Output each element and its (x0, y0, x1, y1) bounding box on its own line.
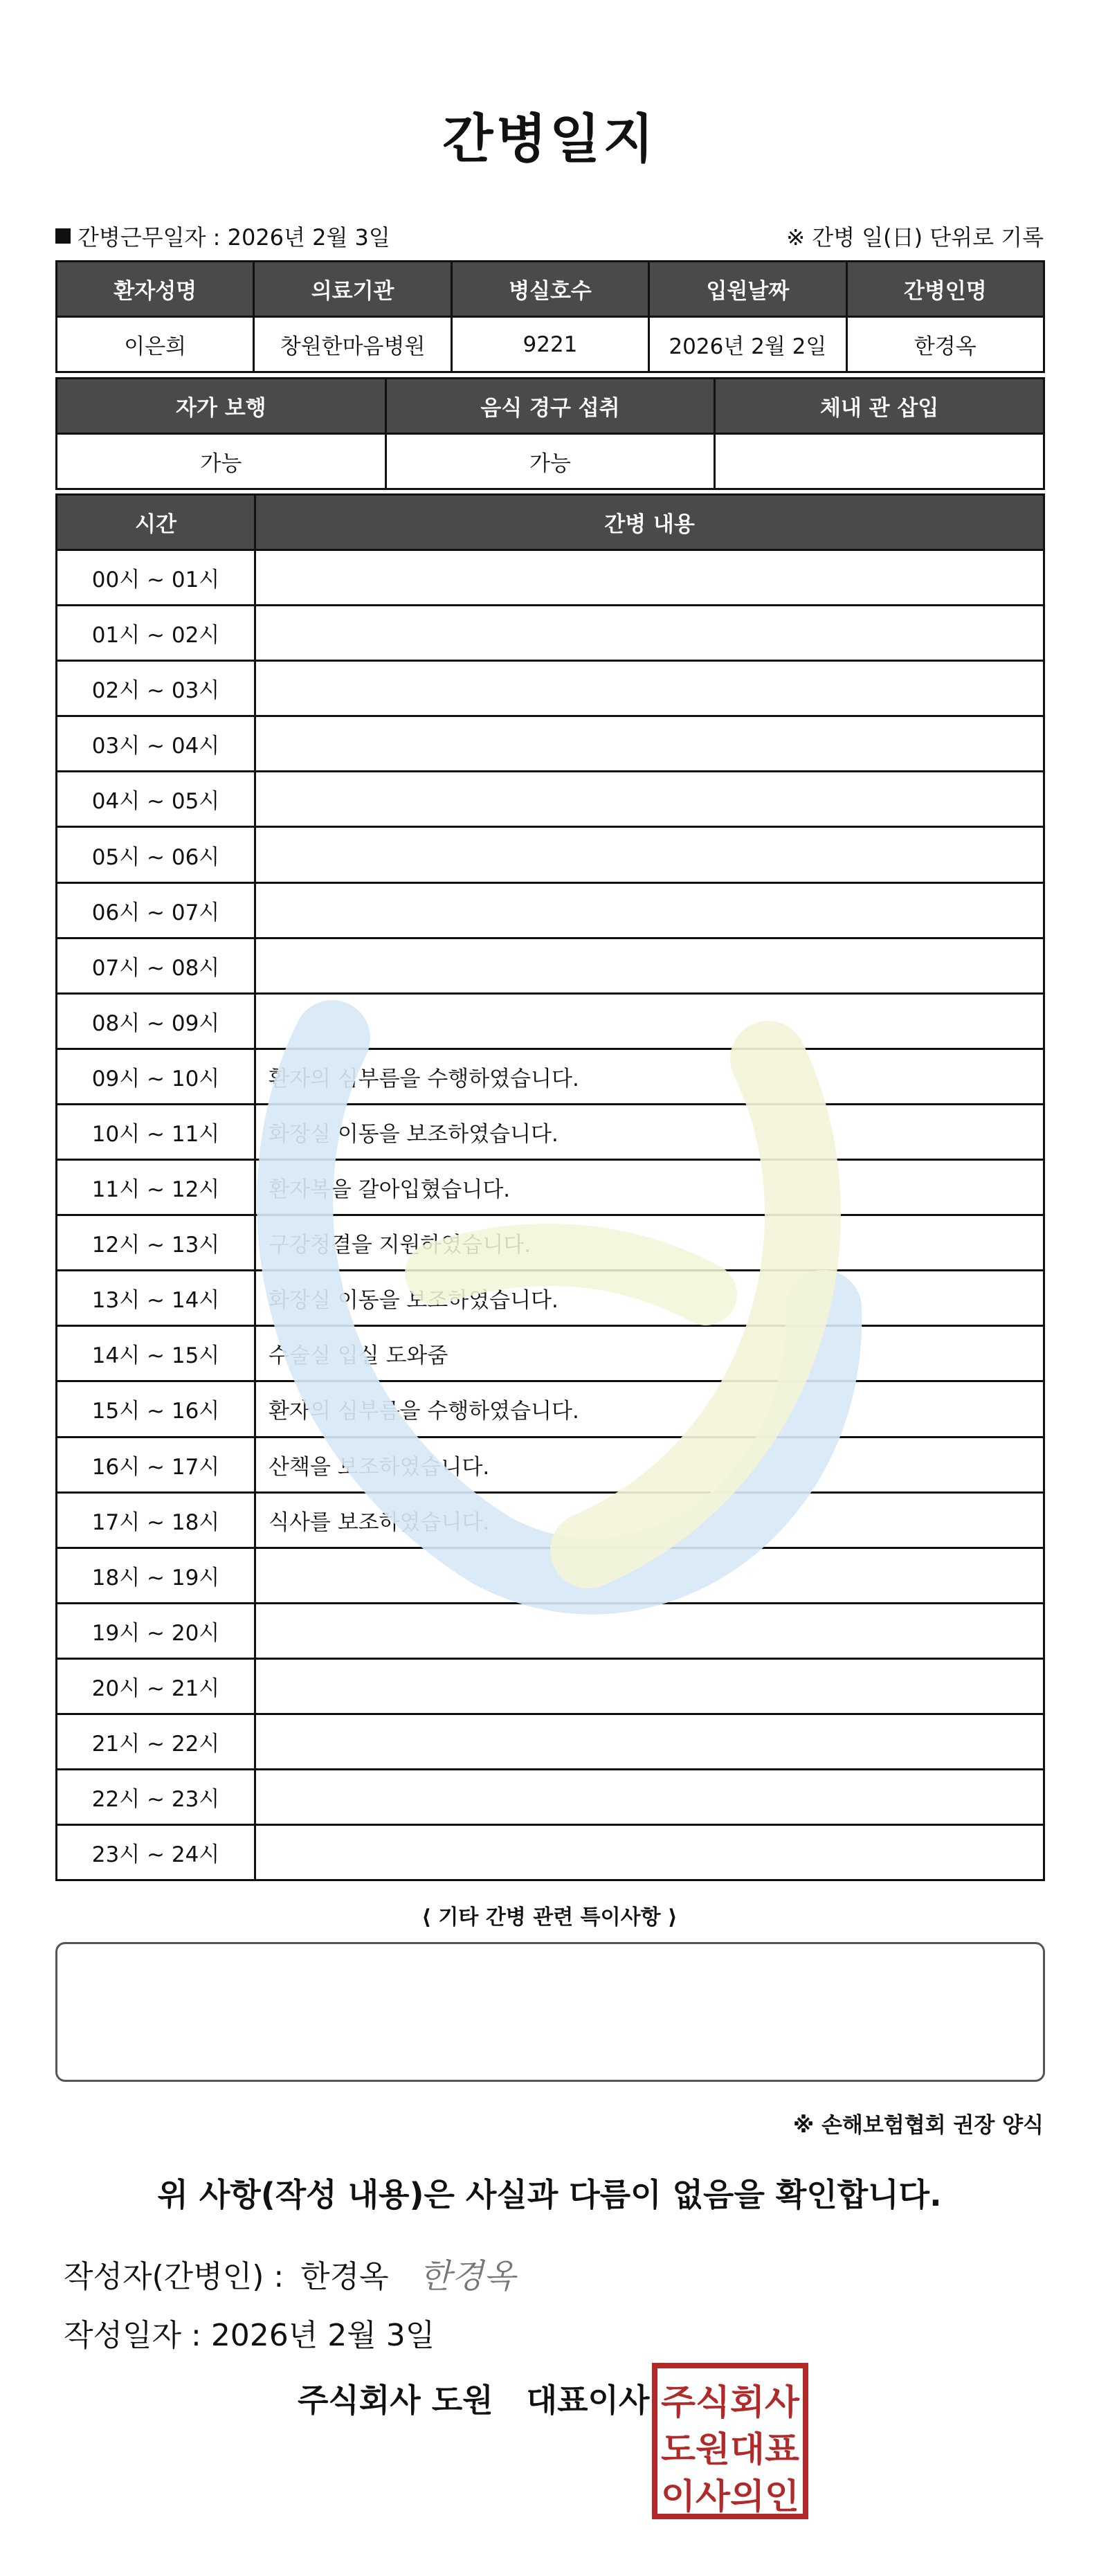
header-admission-date: 입원날짜 (649, 262, 846, 317)
care-log-content (255, 772, 1044, 827)
care-log-time: 05시 ~ 06시 (57, 827, 255, 882)
writer-line (64, 2249, 516, 2297)
tube-insertion-value (715, 434, 1044, 489)
writer-signature: 한경옥 (419, 2257, 516, 2296)
care-log-row (57, 1215, 1044, 1271)
care-log-row (57, 1271, 1044, 1326)
care-log-row (57, 1658, 1044, 1714)
care-log-content: 수술실 입실 도와줌 (255, 1326, 1044, 1381)
written-date: 작성일자 : 2026년 2월 3일 (64, 2318, 435, 2353)
care-log-time: 22시 ~ 23시 (57, 1770, 255, 1825)
svg-text:주식회사: 주식회사 (661, 2382, 800, 2422)
care-log-row (57, 550, 1044, 606)
care-log-time: 07시 ~ 08시 (57, 938, 255, 993)
care-log-row (57, 993, 1044, 1049)
care-log-time: 12시 ~ 13시 (57, 1215, 255, 1271)
caregiver-name: 한경옥 (846, 317, 1044, 372)
care-log-time: 09시 ~ 10시 (57, 1049, 255, 1104)
header-caregiver: 간병인명 (846, 262, 1044, 317)
care-log-content (255, 1714, 1044, 1769)
care-log-content (255, 716, 1044, 772)
svg-text:이사의인: 이사의인 (661, 2476, 799, 2516)
header-tube-insertion: 체내 관 삽입 (715, 379, 1044, 434)
patient-info-value-row (57, 317, 1044, 372)
care-log-content (255, 1658, 1044, 1714)
patient-info-header-row (57, 262, 1044, 317)
care-log-time: 13시 ~ 14시 (57, 1271, 255, 1326)
care-log-content (255, 938, 1044, 993)
hospital-name: 창원한마음병원 (254, 317, 451, 372)
care-log-time: 11시 ~ 12시 (57, 1160, 255, 1215)
care-log-row (57, 1770, 1044, 1825)
notes-box (55, 1942, 1045, 2082)
care-log-row (57, 1437, 1044, 1492)
care-log-row (57, 772, 1044, 827)
care-log-row (57, 1714, 1044, 1769)
care-log-content (255, 827, 1044, 882)
care-log-time: 08시 ~ 09시 (57, 993, 255, 1049)
care-log-time: 02시 ~ 03시 (57, 661, 255, 716)
care-log-row (57, 1104, 1044, 1159)
writer-label: 작성자(간병인) : (64, 2258, 284, 2294)
company-seal-icon (651, 2361, 810, 2521)
patient-info-table (55, 260, 1045, 373)
notes-heading: ⟨ 기타 간병 관련 특이사항 ⟩ (421, 1905, 678, 1930)
oral-intake-value: 가능 (385, 434, 715, 489)
care-log-time: 01시 ~ 02시 (57, 606, 255, 661)
care-log-content (255, 1548, 1044, 1603)
admission-date: 2026년 2월 2일 (649, 317, 846, 372)
care-log-time: 17시 ~ 18시 (57, 1492, 255, 1548)
header-time: 시간 (57, 495, 255, 550)
care-log-content: 산책을 보조하였습니다. (255, 1437, 1044, 1492)
care-log-content: 환자복을 갈아입혔습니다. (255, 1160, 1044, 1215)
care-log-row (57, 938, 1044, 993)
care-log-content (255, 993, 1044, 1049)
patient-ability-table (55, 377, 1045, 490)
confirmation-statement: 위 사항(작성 내용)은 사실과 다름이 없음을 확인합니다. (157, 2176, 942, 2213)
care-log-time: 06시 ~ 07시 (57, 882, 255, 938)
care-log-time: 19시 ~ 20시 (57, 1603, 255, 1658)
care-log-content (255, 606, 1044, 661)
care-log-content: 식사를 보조하였습니다. (255, 1492, 1044, 1548)
company-name: 주식회사 도원 대표이사 (298, 2382, 650, 2419)
care-log-time: 14시 ~ 15시 (57, 1326, 255, 1381)
care-log-row (57, 1049, 1044, 1104)
care-log-row (57, 1548, 1044, 1603)
care-log-content: 환자의 심부름을 수행하였습니다. (255, 1381, 1044, 1437)
care-log-content (255, 1770, 1044, 1825)
room-number: 9221 (451, 317, 648, 372)
care-log-row (57, 716, 1044, 772)
care-log-table (55, 493, 1045, 1881)
care-log-content: 환자의 심부름을 수행하였습니다. (255, 1049, 1044, 1104)
care-log-content: 구강청결을 지원하였습니다. (255, 1215, 1044, 1271)
care-log-time: 00시 ~ 01시 (57, 550, 255, 606)
care-log-content (255, 661, 1044, 716)
document-title: 간병일지 (442, 108, 657, 170)
care-log-time: 04시 ~ 05시 (57, 772, 255, 827)
care-log-time: 20시 ~ 21시 (57, 1658, 255, 1714)
writer-name: 한경옥 (300, 2258, 389, 2294)
header-self-walking: 자가 보행 (57, 379, 386, 434)
care-log-row (57, 1160, 1044, 1215)
header-care-content: 간병 내용 (255, 495, 1044, 550)
care-log-time: 23시 ~ 24시 (57, 1825, 255, 1880)
care-log-row (57, 1381, 1044, 1437)
care-log-content: 화장실 이동을 보조하였습니다. (255, 1104, 1044, 1159)
care-log-content (255, 1825, 1044, 1880)
care-log-header-row (57, 495, 1044, 550)
care-log-row (57, 882, 1044, 938)
header-hospital: 의료기관 (254, 262, 451, 317)
care-log-row (57, 827, 1044, 882)
care-log-time: 15시 ~ 16시 (57, 1381, 255, 1437)
work-date-label: 간병근무일자 : 2026년 2월 3일 (78, 224, 390, 251)
work-date (55, 220, 390, 252)
care-log-time: 21시 ~ 22시 (57, 1714, 255, 1769)
care-log-row (57, 1603, 1044, 1658)
care-log-row (57, 661, 1044, 716)
recommendation-note: ※ 손해보험협회 권장 양식 (793, 2113, 1044, 2138)
svg-text:도원대표: 도원대표 (661, 2429, 800, 2469)
ability-header-row (57, 379, 1044, 434)
header-oral-intake: 음식 경구 섭취 (385, 379, 715, 434)
header-patient-name: 환자성명 (57, 262, 254, 317)
care-log-time: 16시 ~ 17시 (57, 1437, 255, 1492)
header-room: 병실호수 (451, 262, 648, 317)
care-log-time: 10시 ~ 11시 (57, 1104, 255, 1159)
care-log-content (255, 882, 1044, 938)
care-log-content (255, 550, 1044, 606)
unit-note: ※ 간병 일(日) 단위로 기록 (786, 224, 1044, 251)
ability-value-row (57, 434, 1044, 489)
square-bullet-icon (55, 228, 71, 244)
care-log-row (57, 1825, 1044, 1880)
care-log-time: 03시 ~ 04시 (57, 716, 255, 772)
patient-name: 이은희 (57, 317, 254, 372)
care-log-body (57, 550, 1044, 1880)
care-log-time: 18시 ~ 19시 (57, 1548, 255, 1603)
care-log-row (57, 1326, 1044, 1381)
self-walking-value: 가능 (57, 434, 386, 489)
care-log-content (255, 1603, 1044, 1658)
care-log-content: 화장실 이동을 보조하였습니다. (255, 1271, 1044, 1326)
care-log-row (57, 1492, 1044, 1548)
care-log-row (57, 606, 1044, 661)
